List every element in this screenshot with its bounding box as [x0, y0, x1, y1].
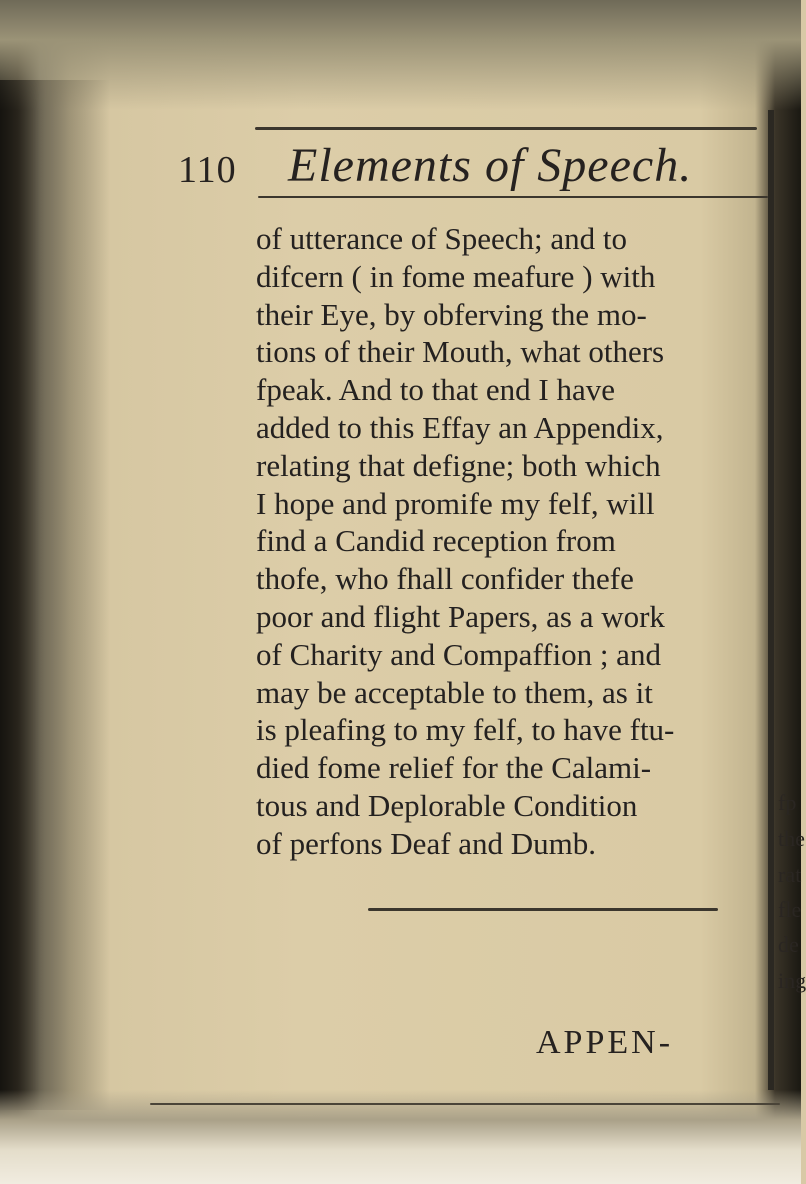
- text-line: find a Candid reception from: [256, 523, 616, 559]
- body-text: [256, 220, 776, 863]
- scan-top-shadow: [0, 0, 801, 110]
- text-line: of utterance of Speech; and to: [256, 221, 627, 256]
- section-rule: [368, 908, 718, 911]
- neighbor-page-fragment: the: [778, 826, 805, 851]
- neighbor-page-fragment: fle: [778, 897, 802, 922]
- text-line: relating that defigne; both which: [256, 447, 661, 483]
- page-header: [178, 138, 778, 198]
- text-line: difcern ( in fome meafure ) with: [256, 258, 656, 294]
- text-line: added to this Effay an Appendix,: [256, 409, 664, 445]
- gutter-shadow: [0, 80, 110, 1110]
- text-line: thofe, who fhall confider thefe: [256, 561, 634, 597]
- page-bottom-edge: [150, 1103, 780, 1105]
- text-line: is pleafing to my felf, to have ftu-: [256, 712, 675, 748]
- catchword: APPEN-: [536, 1024, 674, 1061]
- text-line: tous and Deplorable Condition: [256, 787, 638, 823]
- text-line: tions of their Mouth, what others: [256, 334, 665, 370]
- text-line: poor and flight Papers, as a work: [256, 598, 665, 634]
- text-line: their Eye, by obferving the mo-: [256, 296, 647, 332]
- text-line: may be acceptable to them, as it: [256, 674, 653, 710]
- neighbor-page-fragment: fp: [778, 790, 797, 815]
- neighbor-page-fragment: ing: [778, 968, 806, 993]
- neighbor-page-fragment: de: [778, 932, 799, 957]
- text-line: of perfons Deaf and Dumb.: [256, 825, 597, 861]
- page-number: 110: [178, 149, 237, 191]
- running-head: Elements of Speech.: [288, 139, 693, 192]
- neighbor-page-fragment: rat: [778, 862, 802, 887]
- top-rule: [255, 127, 757, 130]
- header-rule: [258, 196, 768, 198]
- text-line: died fome relief for the Calami-: [256, 750, 652, 786]
- text-line: fpeak. And to that end I have: [256, 372, 615, 408]
- text-line: of Charity and Compaffion ; and: [256, 636, 661, 672]
- text-line: I hope and promife my felf, will: [256, 485, 655, 521]
